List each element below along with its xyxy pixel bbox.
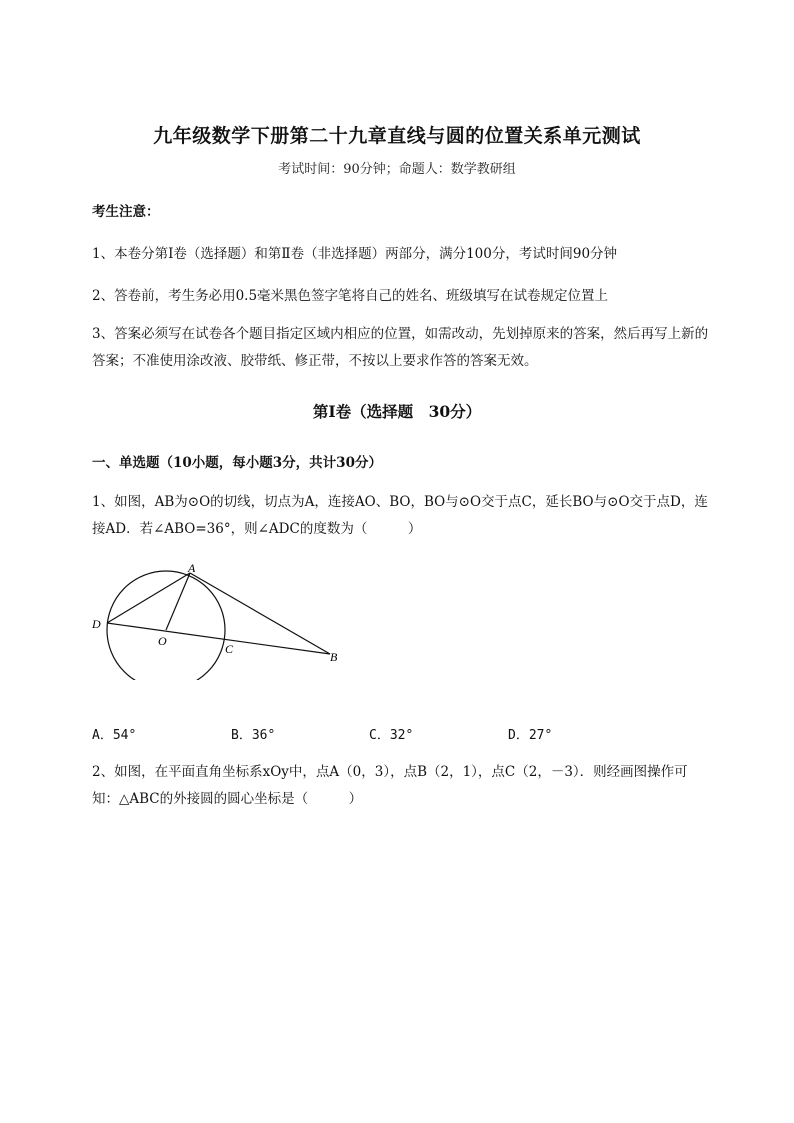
line-ao: [166, 573, 190, 630]
line-ad: [107, 573, 190, 623]
option-c[interactable]: C．32°: [369, 728, 414, 743]
exam-subtitle: 考试时间：90分钟；命题人：数学教研组: [278, 162, 516, 177]
option-a[interactable]: A．54°: [92, 728, 137, 743]
notice-item-1: 1、本卷分第I卷（选择题）和第Ⅱ卷（非选择题）两部分，满分100分，考试时间90分钟: [92, 246, 618, 262]
question-2-text: 2、如图，在平面直角坐标系xOy中，点A（0，3），点B（2，1），点C（2，－3）．则经画图操作可知：△ABC的外接圆的圆心坐标是（ ）: [92, 764, 688, 807]
option-d[interactable]: D．27°: [508, 728, 553, 743]
line-db: [107, 623, 330, 654]
exam-title: 九年级数学下册第二十九章直线与圆的位置关系单元测试: [153, 125, 641, 147]
line-ab: [190, 573, 330, 654]
option-b[interactable]: B．36°: [231, 728, 276, 743]
label-b: B: [330, 650, 338, 664]
label-a: A: [188, 561, 196, 575]
part-heading: 一、单选题（10小题，每小题3分，共计30分）: [92, 455, 382, 471]
label-d: D: [92, 617, 101, 631]
section-title: 第I卷（选择题 30分）: [312, 402, 482, 421]
notice-item-2: 2、答卷前，考生务必用0.5毫米黑色签字笔将自己的姓名、班级填写在试卷规定位置上: [92, 288, 609, 304]
question-1-text: 1、如图，AB为⊙O的切线，切点为A，连接AO、BO，BO与⊙O交于点C，延长BO与⊙O交于点D，连接AD．若∠ABO=36°，则∠ADC的度数为（ ）: [92, 494, 708, 537]
label-o: O: [158, 634, 167, 648]
question-1-figure: [86, 560, 356, 680]
label-c: C: [225, 642, 234, 656]
notice-heading: 考生注意：: [92, 204, 160, 220]
notice-item-3: 3、答案必须写在试卷各个题目指定区域内相应的位置，如需改动，先划掉原来的答案，然后再写上新的答案；不准使用涂改液、胶带纸、修正带，不按以上要求作答的答案无效。: [92, 326, 709, 369]
